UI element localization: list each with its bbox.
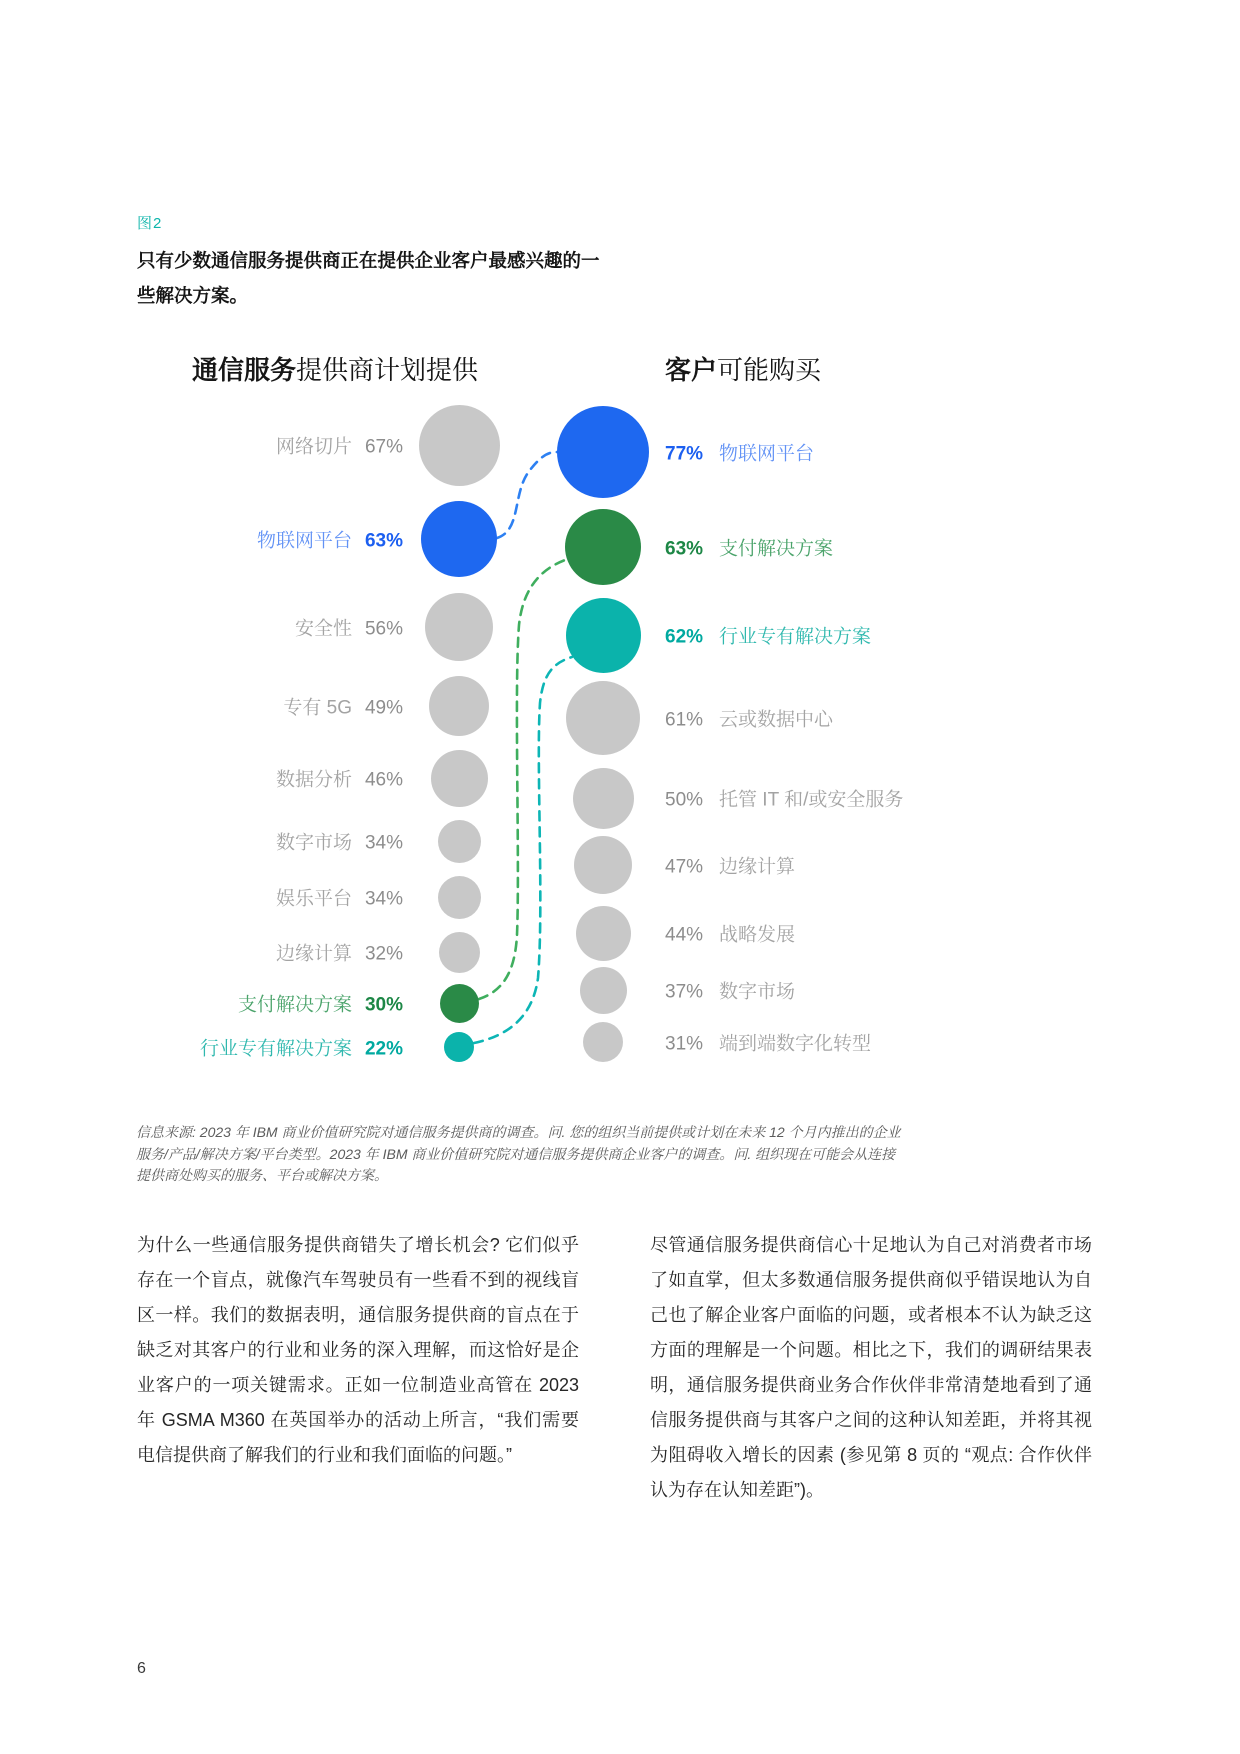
chart-row-text: 支付解决方案 <box>719 538 834 560</box>
chart-row-label-边缘计算 <box>276 939 403 966</box>
connector-行业专有解决方案 <box>474 657 572 1043</box>
source-note-line: 服务/产品/解决方案/平台类型。2023 年 IBM 商业价值研究院对通信服务提供商企业客户的调查。问. 组织现在可能会从连接 <box>136 1145 896 1162</box>
chart-row-label-数字市场 <box>276 828 403 855</box>
chart-row-percent: 31% <box>665 1033 704 1055</box>
bubble-边缘计算 <box>439 932 480 973</box>
bubble-娱乐平台 <box>438 876 481 919</box>
chart-row-text: 娱乐平台 <box>275 888 352 910</box>
bubble-数字市场 <box>438 820 481 863</box>
source-note-line: 提供商处购买的服务、平台或解决方案。 <box>136 1167 388 1183</box>
chart-row-percent: 44% <box>665 924 704 946</box>
chart-row-label-云或数据中心 <box>665 705 833 732</box>
bubble-支付解决方案 <box>440 984 479 1023</box>
chart-row-text: 战略发展 <box>719 924 796 946</box>
chart-row-text: 边缘计算 <box>719 856 796 878</box>
chart-row-label-数字市场 <box>665 977 795 1004</box>
bubble-行业专有解决方案 <box>444 1032 474 1062</box>
source-note-line: 信息来源: 2023 年 IBM 商业价值研究院对通信服务提供商的调查。问. 您的组织当前提供或计划在未来 12 个月内推出的企业 <box>136 1124 901 1140</box>
chart-row-percent: 47% <box>665 856 704 878</box>
chart-row-percent: 32% <box>364 943 403 965</box>
bubble-托管 IT 和/或安全服务 <box>573 768 634 829</box>
chart-title-left-bold: 通信服务 <box>192 355 297 385</box>
chart-row-percent: 49% <box>364 697 403 719</box>
chart-row-percent: 37% <box>665 981 704 1003</box>
chart-row-label-支付解决方案 <box>238 990 403 1017</box>
bubble-网络切片 <box>419 405 500 486</box>
chart-row-text: 物联网平台 <box>719 443 815 465</box>
bubble-战略发展 <box>576 906 631 961</box>
chart-row-label-边缘计算 <box>665 852 795 879</box>
chart-row-percent: 46% <box>364 769 403 791</box>
chart-title-right-bold: 客户 <box>665 355 718 385</box>
chart-row-text: 数字市场 <box>275 832 352 854</box>
chart-row-text: 托管 IT 和/或安全服务 <box>719 789 904 811</box>
chart-row-text: 行业专有解决方案 <box>719 626 872 648</box>
chart-row-percent: 34% <box>364 888 403 910</box>
chart-title-right-rest: 可能购买 <box>717 355 822 385</box>
chart-row-text: 数据分析 <box>275 769 352 791</box>
bubble-云或数据中心 <box>566 681 640 755</box>
bubble-专有 5G <box>429 676 489 736</box>
page-number: 6 <box>137 1660 146 1677</box>
bubble-支付解决方案 <box>565 509 641 585</box>
chart-row-label-托管 IT 和/或安全服务 <box>665 785 903 812</box>
chart-row-percent: 30% <box>364 994 403 1016</box>
chart-row-label-支付解决方案 <box>665 534 833 561</box>
body-right-paragraph: 尽管通信服务提供商信心十足地认为自己对消费者市场了如直掌，但太多数通信服务提供商似乎错误地认为自己也了解企业客户面临的问题，或者根本不认为缺乏这方面的理解是一个问题。相比之下，我们的调研结果表明，通信服务提供商业务合作伙伴非常清楚地看到了通信服务提供商与其客户之间的这种认知差距，并将其视为阻碍收入增长的因素 (参见第 8 页的 “观点: 合作伙伴认为存在认知差距”)。 <box>650 1235 1092 1500</box>
chart-row-label-战略发展 <box>665 920 795 947</box>
chart-row-text: 支付解决方案 <box>237 994 352 1016</box>
chart-row-percent: 22% <box>364 1038 403 1060</box>
chart-title-right <box>665 350 821 387</box>
chart-row-text: 专有 5G <box>283 697 352 719</box>
chart-row-percent: 62% <box>665 626 704 648</box>
chart-row-label-行业专有解决方案 <box>200 1034 403 1061</box>
bubble-数字市场 <box>580 967 627 1014</box>
chart-row-text: 物联网平台 <box>256 530 352 552</box>
chart-row-label-端到端数字化转型 <box>665 1029 871 1056</box>
chart-title-left-rest: 提供商计划提供 <box>296 355 479 385</box>
bubble-物联网平台 <box>421 501 497 577</box>
chart-row-text: 边缘计算 <box>275 943 352 965</box>
chart-row-label-娱乐平台 <box>276 884 403 911</box>
figure-heading: 只有少数通信服务提供商正在提供企业客户最感兴趣的一些解决方案。 <box>137 250 600 306</box>
chart-row-label-网络切片 <box>276 432 403 459</box>
bubble-行业专有解决方案 <box>566 598 641 673</box>
chart-row-text: 网络切片 <box>275 436 352 458</box>
chart-row-label-专有 5G <box>283 693 403 720</box>
chart-row-percent: 34% <box>364 832 403 854</box>
chart-row-text: 行业专有解决方案 <box>199 1038 352 1060</box>
connector-物联网平台 <box>497 452 557 538</box>
chart-row-percent: 67% <box>364 436 403 458</box>
body-left-paragraph: 为什么一些通信服务提供商错失了增长机会? 它们似乎存在一个盲点，就像汽车驾驶员有一些看不到的视线盲区一样。我们的数据表明，通信服务提供商的盲点在于缺乏对其客户的行业和业务的深入理解，而这恰好是企业客户的一项关键需求。正如一位制造业高管在 2023 年 GSMA M360 在英国举办的活动上所言，“我们需要电信提供商了解我们的行业和我们面临的问题。” <box>137 1235 579 1465</box>
chart-row-label-物联网平台 <box>257 526 403 553</box>
chart-row-label-安全性 <box>295 614 403 641</box>
source-note <box>136 1122 901 1187</box>
bubble-边缘计算 <box>574 836 632 894</box>
chart-row-percent: 56% <box>364 618 403 640</box>
chart-row-percent: 50% <box>665 789 704 811</box>
chart-row-label-行业专有解决方案 <box>665 622 871 649</box>
chart-row-label-物联网平台 <box>665 439 814 466</box>
chart-row-text: 安全性 <box>294 618 352 640</box>
chart-row-percent: 63% <box>364 530 403 552</box>
chart-row-label-数据分析 <box>276 765 403 792</box>
figure-tag: 图2 <box>137 215 163 232</box>
chart-row-text: 端到端数字化转型 <box>719 1033 872 1055</box>
chart-row-percent: 61% <box>665 709 704 731</box>
chart-row-text: 数字市场 <box>719 981 796 1003</box>
chart-row-percent: 63% <box>665 538 704 560</box>
bubble-数据分析 <box>431 750 488 807</box>
bubble-物联网平台 <box>557 406 649 498</box>
bubble-安全性 <box>425 593 493 661</box>
chart-title-left <box>192 350 478 387</box>
bubble-端到端数字化转型 <box>583 1022 623 1062</box>
chart-row-text: 云或数据中心 <box>719 709 834 731</box>
chart-row-percent: 77% <box>665 443 704 465</box>
